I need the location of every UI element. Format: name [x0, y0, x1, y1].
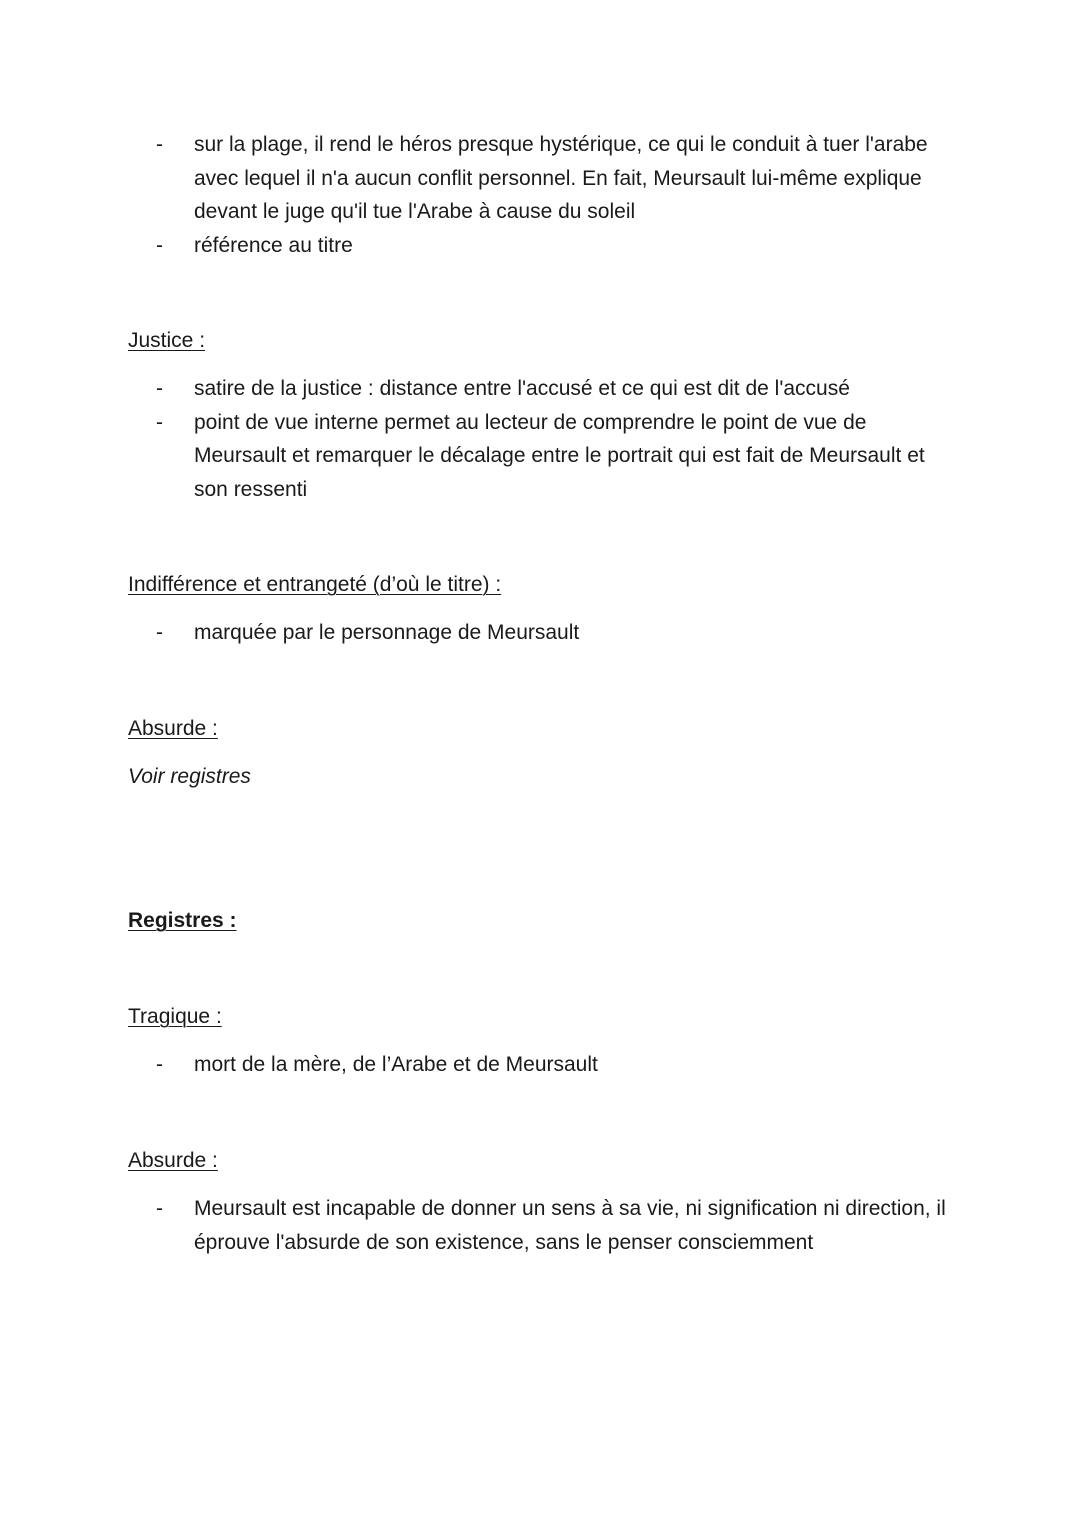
absurde-registre-heading: Absurde :: [128, 1149, 218, 1172]
dash-bullet-icon: -: [156, 133, 163, 156]
justice-list: [128, 372, 948, 506]
soleil-list: [128, 128, 948, 262]
list-item: [128, 406, 948, 507]
list-item: [128, 1048, 948, 1082]
list-item: [128, 128, 948, 229]
absurde-theme-heading-block: [128, 712, 948, 746]
indifference-heading: Indifférence et entrangeté (d’où le titre) :: [128, 573, 502, 596]
list-item-text: Meursault est incapable de donner un sens à sa vie, ni signification ni direction, il éprouve l'absurde de son existence, sans le penser consciemment: [194, 1197, 946, 1254]
absurde-theme-note: Voir registres: [128, 765, 251, 788]
tragique-heading-block: [128, 1000, 948, 1034]
tragique-heading: Tragique :: [128, 1005, 222, 1028]
absurde-registre-list: [128, 1192, 948, 1259]
list-item: [128, 1192, 948, 1259]
dash-bullet-icon: -: [156, 233, 163, 257]
tragique-list-block: [128, 1048, 948, 1082]
soleil-list-block: [128, 128, 948, 262]
list-item: [128, 229, 948, 263]
list-item: [128, 616, 948, 650]
justice-heading-block: [128, 324, 948, 358]
dash-bullet-icon: -: [156, 621, 163, 644]
dash-bullet-icon: -: [156, 1053, 163, 1076]
absurde-theme-heading: Absurde :: [128, 717, 218, 740]
absurde-theme-note-block: [128, 760, 948, 794]
dash-bullet-icon: -: [156, 1197, 163, 1220]
dash-bullet-icon: -: [156, 410, 163, 434]
registres-heading: Registres :: [128, 909, 237, 932]
list-item-text: point de vue interne permet au lecteur de comprendre le point de vue de Meursault et remarquer le décalage entre le portrait qui est fait de Meursault et son ressenti: [194, 410, 925, 501]
indifference-list-block: [128, 616, 948, 650]
indifference-heading-block: [128, 568, 948, 602]
list-item-text: mort de la mère, de l’Arabe et de Meursault: [194, 1053, 598, 1076]
list-item-text: marquée par le personnage de Meursault: [194, 621, 580, 644]
indifference-list: [128, 616, 948, 650]
list-item-text: satire de la justice : distance entre l'accusé et ce qui est dit de l'accusé: [194, 377, 850, 400]
registres-heading-block: [128, 904, 948, 938]
tragique-list: [128, 1048, 948, 1082]
list-item-text: sur la plage, il rend le héros presque hystérique, ce qui le conduit à tuer l'arabe avec lequel il n'a aucun conflit personnel. En fait, Meursault lui-même explique devant le juge qu'il tue l'Arabe à cause du soleil: [194, 133, 928, 223]
list-item-text: référence au titre: [194, 233, 353, 257]
absurde-registre-heading-block: [128, 1144, 948, 1178]
absurde-registre-list-block: [128, 1192, 948, 1259]
justice-heading: Justice :: [128, 329, 206, 352]
justice-list-block: [128, 372, 948, 506]
dash-bullet-icon: -: [156, 377, 163, 400]
list-item: [128, 372, 948, 406]
